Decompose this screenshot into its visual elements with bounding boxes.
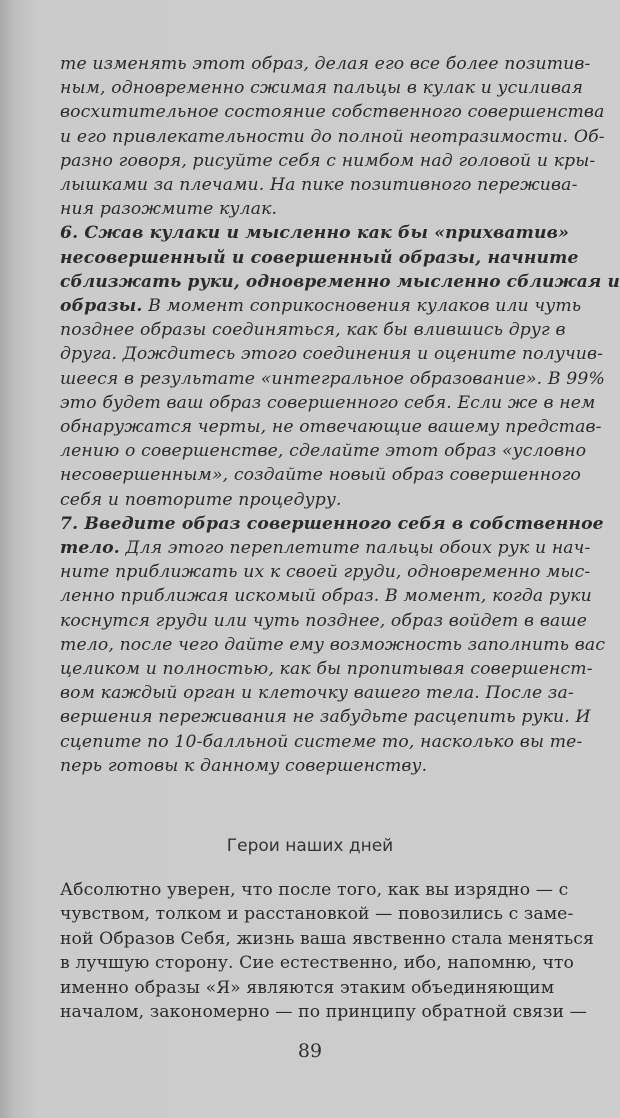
italic-span: В момент соприкосновения кулаков или чуть (142, 296, 582, 316)
bold-italic-span: 6. Сжав кулаки и мысленно как бы «прихватив» (60, 223, 569, 244)
italic-span: целиком и полностью, как бы пропитывая совершенст- (60, 659, 593, 679)
text-line (60, 100, 604, 124)
bold-italic-span: сблизжать руки, одновременно мысленно сближая и (60, 271, 620, 292)
italic-span: ните приближать их к своей груди, одновременно мыс- (60, 562, 591, 583)
text-line (60, 246, 579, 270)
body-line: началом, закономерно — по принципу обратной связи — (60, 1002, 587, 1022)
italic-span: обнаружатся черты, не отвечающие вашему представ- (60, 417, 602, 437)
text-line (60, 125, 605, 149)
section-heading: Герои наших дней (226, 836, 394, 856)
italic-span: лению о совершенстве, сделайте этот образ «условно (60, 441, 587, 462)
italic-span: ленно приближая искомый образ. В момент, когда руки (60, 586, 592, 607)
italic-span: это будет ваш образ совершенного себя. Если же в нем (60, 392, 596, 413)
bold-italic-span: 7. Введите образ совершенного себя в собственное (60, 513, 604, 534)
body-line: именно образы «Я» являются этаким объединяющим (60, 977, 555, 998)
body-line: Абсолютно уверен, что после того, как вы изрядно — с (60, 880, 569, 900)
body-line: ной Образов Себя, жизнь ваша явственно стала меняться (60, 928, 594, 949)
italic-span: разно говоря, рисуйте себя с нимбом над головой и кры- (60, 150, 596, 171)
italic-span: перь готовы к данному совершенству. (60, 755, 428, 776)
text-line (60, 197, 277, 221)
text-line (60, 391, 595, 415)
text-line (60, 270, 620, 294)
italic-span: позднее образы соединяться, как бы влившись друг в (60, 320, 566, 341)
italic-span: тело, после чего дайте ему возможность заполнить вас (60, 634, 606, 655)
bold-italic-span: тело. (60, 538, 120, 558)
text-line (60, 318, 566, 342)
bold-italic-span: образы. (60, 296, 143, 316)
text-line (60, 633, 605, 657)
text-line (60, 730, 582, 754)
text-line (60, 512, 604, 536)
text-line (60, 609, 587, 633)
italic-span: те изменять этот образ, делая его все более позитив- (60, 54, 591, 74)
italic-span: вом каждый орган и клеточку вашего тела. После за- (60, 683, 574, 704)
italic-span: себя и повторите процедуру. (60, 489, 342, 510)
text-line (60, 52, 591, 76)
italic-span: ным, одновременно сжимая пальцы в кулак и усиливая (60, 78, 584, 99)
text-line (60, 488, 342, 512)
bold-italic-span: несовершенный и совершенный образы, начните (60, 247, 579, 268)
text-line (60, 681, 574, 705)
body-line: чувством, толком и расстановкой — повозились с заме- (60, 904, 574, 925)
italic-span: ния разожмите кулак. (60, 199, 278, 220)
text-line (60, 294, 581, 318)
text-line (60, 439, 586, 463)
italic-span: и его привлекательности до полной неотразимости. Об- (60, 126, 605, 147)
text-line (60, 415, 602, 439)
text-line (60, 173, 578, 197)
text-line (60, 221, 569, 245)
body-line: в лучшую сторону. Сие естественно, ибо, напомню, что (60, 953, 574, 974)
italic-span: восхитительное состояние собственного совершенства (60, 102, 605, 123)
text-line (60, 76, 583, 100)
italic-span: сцепите по 10-балльной системе то, насколько вы те- (60, 731, 583, 752)
text-line (60, 705, 591, 729)
text-line (60, 149, 595, 173)
text-line (60, 342, 603, 366)
text-line (60, 536, 590, 560)
italic-span: коснутся груди или чуть позднее, образ войдет в ваше (60, 610, 588, 631)
italic-span: вершения переживания не забудьте расцепить руки. И (60, 707, 591, 728)
text-line (60, 657, 593, 681)
italic-span: Для этого переплетите пальцы обоих рук и нач- (119, 538, 591, 558)
page-number: 89 (297, 1040, 323, 1062)
text-line (60, 584, 592, 608)
text-line (60, 463, 581, 487)
italic-span: шееся в результате «интегральное образование». В 99% (60, 368, 605, 389)
italic-span: лышками за плечами. На пике позитивного пережива- (60, 175, 578, 195)
italic-span: несовершенным», создайте новый образ совершенного (60, 465, 582, 486)
italic-span: друга. Дождитесь этого соединения и оцените получив- (60, 344, 604, 365)
text-line (60, 367, 605, 391)
text-line (60, 754, 427, 778)
text-line (60, 560, 590, 584)
